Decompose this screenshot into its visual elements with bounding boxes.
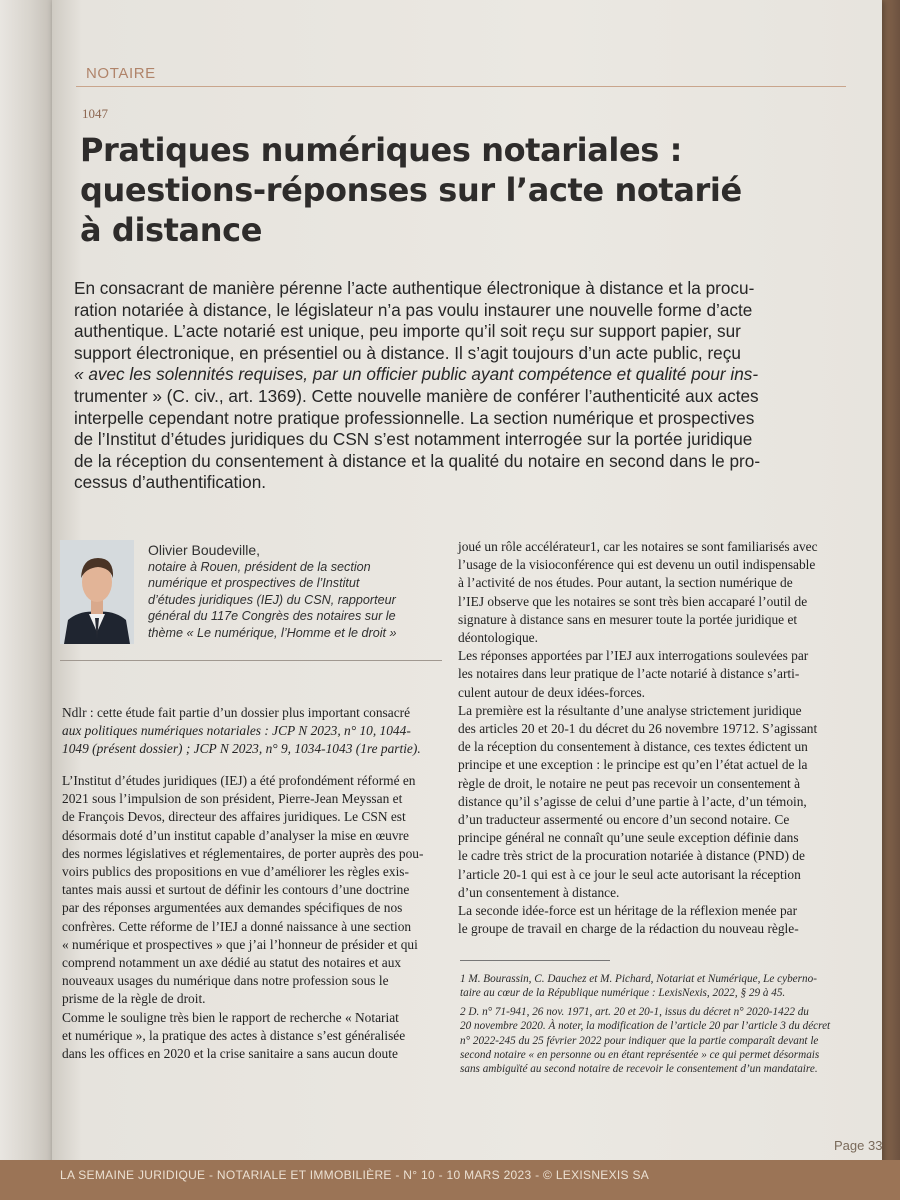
body-line: prisme de la règle de droit. [62,991,206,1007]
body-line: des articles 20 et 20-1 du décret du 26 novembre 19712. S’agissant [458,721,818,737]
body-line: 2021 sous l’impulsion de son président, Pierre-Jean Meyssan et [62,791,403,807]
body-line: déontologique. [458,630,538,646]
author-desc-line: général du 117e Congrès des notaires sur le [148,609,396,623]
magazine-edge [880,0,900,1200]
body-line: nouveaux usages du numérique dans notre profession sous le [62,973,389,989]
body-line: dans les offices en 2020 et la crise sanitaire a sans aucun doute [62,1046,398,1062]
author-desc-line: notaire à Rouen, président de la section [148,559,371,574]
footnote-line: 2 D. n° 71-941, 26 nov. 1971, art. 20 et 20-1, issus du décret n° 2020-1422 du [460,1005,809,1018]
body-line: joué un rôle accélérateur1, car les notaires se sont familiarisés avec [458,539,818,554]
body-line: de la réception du consentement à distance, ces textes édictent un [458,739,808,755]
body-line: confrères. Cette réforme de l’IEJ a donné naissance à une section [62,918,412,934]
body-line: signature à distance sans en mesurer toute la portée juridique et [458,611,798,627]
body-line: principe et une exception : le principe est qu’en l’état actuel de la [458,757,808,773]
body-line: règle de droit, le notaire ne peut pas recevoir un consentement à [458,775,801,791]
footnote-line: 20 novembre 2020. À noter, la modification de l’article 20 par l’article 3 du décret [460,1020,831,1033]
body-line: l’usage de la visioconférence qui est devenu un outil indispensable [458,557,816,573]
footnote-line: n° 2022-245 du 25 février 2022 pour indiquer que la partie comparaît devant le [460,1034,819,1047]
author-desc-line: thème « Le numérique, l’Homme et le droit » [148,625,397,640]
body-line: et numérique », la pratique des actes à distance s’est généralisée [62,1027,406,1043]
lead-line: interpelle cependant notre pratique professionnelle. La section numérique et prospectives [74,407,755,428]
left-column-body [62,772,442,1063]
title-line: questions-réponses sur l’acte notarié [80,171,742,209]
footnotes [460,972,840,1077]
lead-line: ration notariée à distance, le législateur n’a pas voulu instaurer une nouvelle forme d’acte [74,299,753,320]
body-line: comprend notamment un axe dédié au statut des notaires et aux [62,955,402,971]
body-line: le groupe de travail en charge de la rédaction du nouveau règle- [458,921,799,937]
body-line: par des réponses argumentées aux demandes spécifiques de nos [62,900,403,916]
page-number: Page 33 [834,1138,883,1153]
body-line: d’un consentement à distance. [458,884,620,900]
article-number: 1047 [82,106,108,121]
lead-line: support électronique, en présentiel ou à distance. Il s’agit toujours d’un acte public, reçu [74,342,741,363]
body-line: le cadre très strict de la procuration notariée à distance (PND) de [458,848,805,864]
footnote-line: sans ambiguïté au second notaire de recevoir le consentement d’un mandataire. [460,1063,818,1076]
ndlr-line: Ndlr : cette étude fait partie d’un dossier plus important consacré [62,705,411,720]
rubric-divider [76,86,846,87]
body-line: La première est la résultante d’une analyse strictement juridique [458,702,802,718]
lead-line: de l’Institut d’études juridiques du CSN s’est notamment interrogée sur la portée juridique [74,429,753,450]
body-line: voirs publics des propositions en vue d’améliorer les règles exis- [62,864,409,880]
author-desc-line: numérique et prospectives de l’Institut [148,576,360,590]
title-line: à distance [80,211,263,249]
body-line: désormais doté d’un institut capable d’analyser la mise en œuvre [62,827,409,843]
ndlr-line: 1049 (présent dossier) ; JCP N 2023, n° 9, 1034-1043 (1re partie). [62,741,421,757]
article-title [80,130,870,250]
right-column-body [458,538,838,938]
body-line: principe général ne connaît qu’une seule exception définie dans [458,830,799,846]
lead-line: de la réception du consentement à distance et la qualité du notaire en second dans le pro- [74,450,761,471]
footnote-line: second notaire « en personne ou en étant représentée » ce qui permet désormais [460,1049,820,1062]
body-line: des normes législatives et réglementaires, de porter auprès des pou- [62,845,424,861]
title-line: Pratiques numériques notariales : [80,131,683,169]
section-rubric: NOTAIRE [86,65,156,82]
body-line: distance qu’il s’agisse de celui d’une partie à l’acte, d’un témoin, [458,793,807,809]
author-desc-line: d’études juridiques (IEJ) du CSN, rapporteur [148,592,396,607]
body-line: L’Institut d’études juridiques (IEJ) a été profondément réformé en [62,773,416,788]
author-description [148,559,448,642]
facing-page-edge [0,0,60,1200]
lead-line: trumenter » (C. civ., art. 1369). Cette nouvelle manière de conférer l’authenticité aux actes [74,385,759,406]
author-bio [148,542,448,641]
lead-line: cessus d’authentification. [74,472,267,493]
body-line: La seconde idée-force est un héritage de la réflexion menée par [458,903,798,919]
portrait-image [60,540,134,644]
body-line: Les réponses apportées par l’IEJ aux interrogations soulevées par [458,648,809,664]
body-line: à l’activité de nos études. Pour autant, la section numérique de [458,575,793,591]
author-name: Olivier Boudeville, [148,542,261,558]
footnote-line: taire au cœur de la République numérique : LexisNexis, 2022, § 29 à 45. [460,987,786,1000]
body-line: Comme le souligne très bien le rapport de recherche « Notariat [62,1009,399,1025]
journal-footer: LA SEMAINE JURIDIQUE - NOTARIALE ET IMMOBILIÈRE - N° 10 - 10 MARS 2023 - © LEXISNEXIS SA [60,1168,650,1182]
body-line: l’IEJ observe que les notaires se sont très bien accaparé l’outil de [458,593,808,609]
ndlr-line: aux politiques numériques notariales : JCP N 2023, n° 10, 1044- [62,723,411,739]
body-line: d’un traducteur assermenté ou encore d’un second notaire. Ce [458,812,790,828]
body-line: les notaires dans leur pratique de l’acte notarié à distance s’arti- [458,666,800,682]
author-divider [60,660,442,661]
author-photo [60,540,134,644]
body-line: culent autour de deux idées-forces. [458,684,646,700]
body-line: tantes mais aussi et surtout de définir les contours d’une doctrine [62,882,410,898]
author-box [60,540,442,648]
lead-paragraph [74,278,844,494]
lead-line: En consacrant de manière pérenne l’acte authentique électronique à distance et la procu- [74,278,755,298]
body-line: « numérique et prospectives » que j’ai l’honneur de présider et qui [62,936,418,952]
lead-line: authentique. L’acte notarié est unique, peu importe qu’il soit reçu sur support papier, sur [74,321,741,342]
footnote-line: 1 M. Bourassin, C. Dauchez et M. Pichard, Notariat et Numérique, Le cyberno- [460,973,817,985]
lead-line: « avec les solennités requises, par un officier public ayant compétence et qualité pour ins- [74,364,759,385]
body-line: de François Devos, directeur des affaires juridiques. Le CSN est [62,809,406,825]
footnote-divider [460,960,610,961]
editor-note [62,704,442,759]
body-line: l’article 20-1 qui est à ce jour le seul acte autorisant la réception [458,866,801,882]
